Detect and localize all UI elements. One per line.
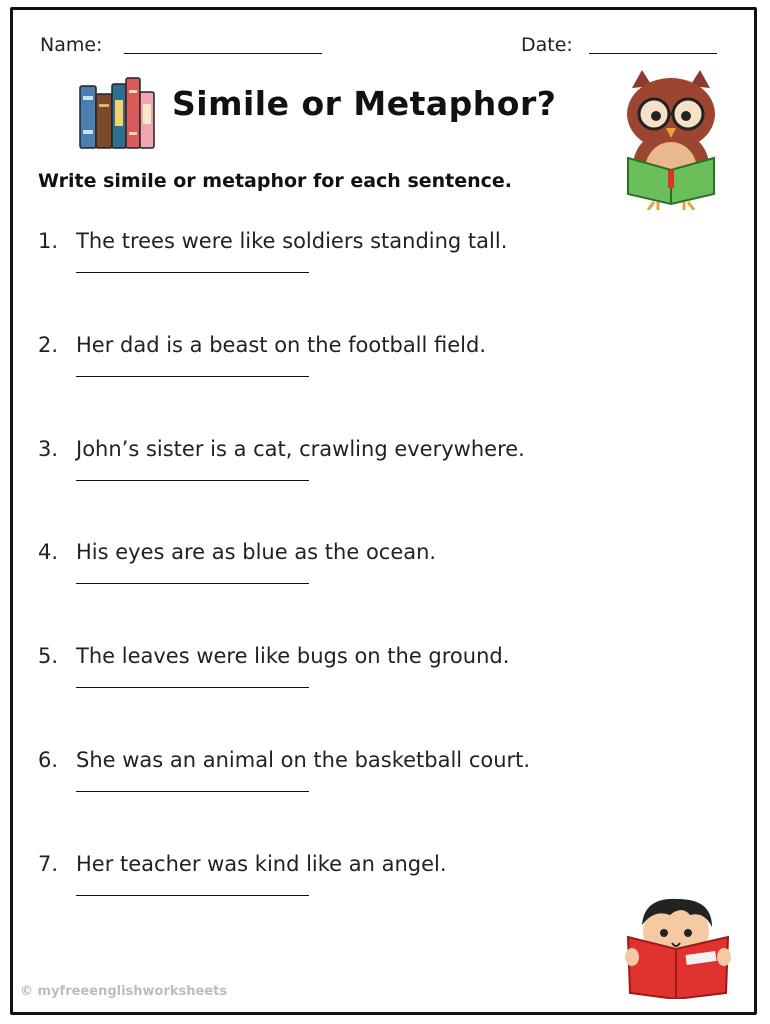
question-text: His eyes are as blue as the ocean. xyxy=(76,540,437,564)
question-number: 4. xyxy=(38,540,59,564)
name-label: Name: xyxy=(40,34,103,56)
question-number: 7. xyxy=(38,852,59,876)
question-text: Her dad is a beast on the football field. xyxy=(76,333,487,357)
answer-line-4[interactable] xyxy=(76,583,309,584)
answer-line-7[interactable] xyxy=(76,895,309,896)
question-text: She was an animal on the basketball court. xyxy=(76,748,531,772)
question-text: The trees were like soldiers standing tall. xyxy=(76,229,508,253)
answer-line-2[interactable] xyxy=(76,376,309,377)
instructions: Write simile or metaphor for each sentence. xyxy=(38,170,513,192)
answer-line-6[interactable] xyxy=(76,791,309,792)
answer-line-3[interactable] xyxy=(76,480,309,481)
books-icon xyxy=(76,76,158,150)
question-text: Her teacher was kind like an angel. xyxy=(76,852,447,876)
answer-line-5[interactable] xyxy=(76,687,309,688)
question-number: 5. xyxy=(38,644,59,668)
question-number: 1. xyxy=(38,229,59,253)
question-number: 2. xyxy=(38,333,59,357)
date-label: Date: xyxy=(521,34,573,56)
boy-reading-icon xyxy=(624,895,734,999)
question-text: John’s sister is a cat, crawling everywhere. xyxy=(76,437,525,461)
question-number: 3. xyxy=(38,437,59,461)
date-field[interactable] xyxy=(589,53,717,54)
question-text: The leaves were like bugs on the ground. xyxy=(76,644,510,668)
page-title: Simile or Metaphor? xyxy=(172,84,557,123)
watermark: © myfreeenglishworksheets xyxy=(20,984,228,999)
owl-reading-icon xyxy=(618,66,724,210)
answer-line-1[interactable] xyxy=(76,272,309,273)
name-field[interactable] xyxy=(124,53,322,54)
question-number: 6. xyxy=(38,748,59,772)
